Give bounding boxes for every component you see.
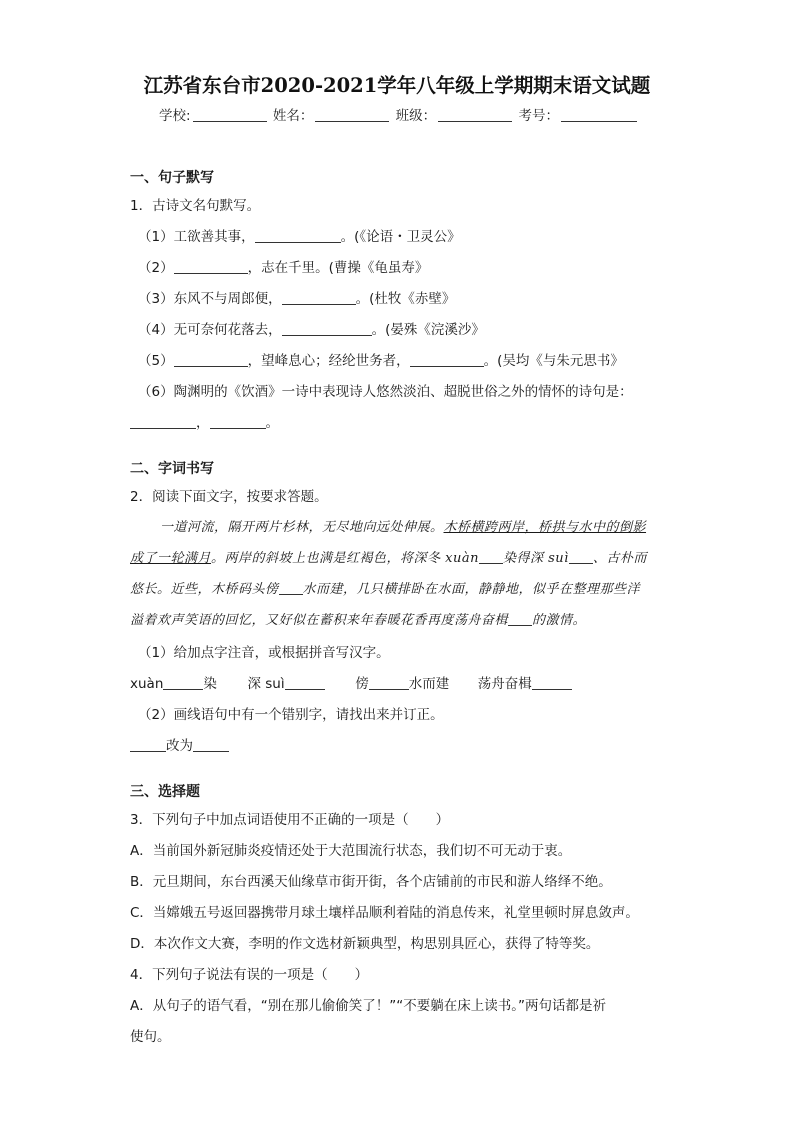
item-text: （5） <box>138 353 174 369</box>
question-3-option-b[interactable]: B．元旦期间，东台西溪天仙缘草市街开街，各个店铺前的市民和游人络绎不绝。 <box>130 874 612 890</box>
answer-blank[interactable] <box>210 416 266 429</box>
item-text: （2） <box>138 260 174 276</box>
answer-blank[interactable] <box>479 551 503 564</box>
answer-blank[interactable] <box>508 613 532 626</box>
answer-blank[interactable] <box>282 323 372 336</box>
question-1-item-5 <box>138 349 624 369</box>
question-2: 2．阅读下面文字，按要求答题。 <box>130 489 328 505</box>
item-text-mid: ，望峰息心；经纶世务者， <box>247 353 410 369</box>
underlined-sentence: 成了一轮满月 <box>130 551 212 566</box>
passage-text: 、古朴而 <box>592 551 647 566</box>
answer-blank[interactable] <box>279 582 303 595</box>
question-1-item-6: （6）陶渊明的《饮酒》一诗中表现诗人悠然淡泊、超脱世俗之外的情怀的诗句是： <box>138 384 633 400</box>
passage-line-3 <box>130 578 640 597</box>
char-label: 荡舟奋楫 <box>477 676 532 692</box>
answer-blank[interactable] <box>569 551 593 564</box>
question-2-sub-2-answer <box>130 734 229 754</box>
item-text: （4）无可奈何花落去， <box>138 322 282 338</box>
answer-blank[interactable] <box>193 739 229 752</box>
passage-text: 悠长。近些，木桥码头傍 <box>130 582 279 597</box>
passage-line-2 <box>130 547 647 566</box>
question-4-option-a-cont: 使句。 <box>130 1029 171 1045</box>
passage-text: 溢着欢声笑语的回忆，又好似在蓄积来年春暖花香再度荡舟奋楫 <box>130 613 509 628</box>
answer-blank[interactable] <box>410 354 484 367</box>
section-heading-1: 一、句子默写 <box>130 170 214 186</box>
answer-blank[interactable] <box>532 677 572 690</box>
class-label: 班级： <box>395 108 437 124</box>
answer-blank[interactable] <box>163 677 203 690</box>
comma: ， <box>196 415 210 431</box>
exam-no-field[interactable] <box>561 109 637 122</box>
class-field[interactable] <box>438 109 512 122</box>
passage-text: 。两岸的斜坡上也满是红褐色，将深冬 xuàn <box>211 551 479 566</box>
char-label: 水而建 <box>408 676 450 692</box>
pinyin-label: xuàn <box>130 676 164 692</box>
char-label: 傍 <box>355 676 369 692</box>
question-3: 3．下列句子中加点词语使用不正确的一项是（ ） <box>130 812 450 828</box>
question-1-item-4 <box>138 318 485 338</box>
item-source: ，志在千里。(曹操《龟虽寿》 <box>247 260 429 276</box>
answer-blank[interactable] <box>369 677 409 690</box>
answer-blank[interactable] <box>285 677 325 690</box>
item-source: 。(晏殊《浣溪沙》 <box>371 322 485 338</box>
fix-label: 改为 <box>166 738 193 754</box>
answer-blank[interactable] <box>282 292 356 305</box>
school-label: 学校: <box>159 108 191 124</box>
item-source: 。(杜牧《赤壁》 <box>355 291 456 307</box>
section-heading-3: 三、选择题 <box>130 784 200 800</box>
question-2-sub-1-answers <box>130 672 572 692</box>
passage-text: 染得深 suì <box>502 551 569 566</box>
answer-blank[interactable] <box>255 230 341 243</box>
answer-blank[interactable] <box>130 739 166 752</box>
name-label: 姓名： <box>272 108 314 124</box>
question-1-item-2 <box>138 256 428 276</box>
item-source: 。(《论语・卫灵公》 <box>340 229 461 245</box>
question-4: 4．下列句子说法有误的一项是（ ） <box>130 967 369 983</box>
passage-line-1 <box>160 516 646 535</box>
student-info-row <box>0 104 794 124</box>
question-3-option-d[interactable]: D．本次作文大赛，李明的作文选材新颖典型，构思别具匠心，获得了特等奖。 <box>130 936 600 952</box>
question-3-option-c[interactable]: C．当嫦娥五号返回器携带月球土壤样品顺利着陆的消息传来，礼堂里顿时屏息敛声。 <box>130 905 639 921</box>
passage-text: 水而建，几只横排卧在水面，静静地，似乎在整理那些洋 <box>302 582 641 597</box>
pinyin-label: 深 suì <box>247 676 285 692</box>
passage-text: 的激情。 <box>532 613 587 628</box>
char-label: 染 <box>203 676 217 692</box>
passage-line-4 <box>130 609 586 628</box>
question-3-option-a[interactable]: A．当前国外新冠肺炎疫情还处于大范围流行状态，我们切不可无动于衷。 <box>130 843 572 859</box>
name-field[interactable] <box>315 109 389 122</box>
question-4-option-a[interactable]: A．从句子的语气看，“别在那儿偷偷笑了！”“不要躺在床上读书。”两句话都是祈 <box>130 998 606 1014</box>
section-heading-2: 二、字词书写 <box>130 461 214 477</box>
passage-text: 一道河流，隔开两片杉林，无尽地向远处伸展。 <box>160 520 444 535</box>
question-2-sub-1: （1）给加点字注音，或根据拼音写汉字。 <box>138 645 390 661</box>
answer-blank[interactable] <box>130 416 196 429</box>
exam-no-label: 考号： <box>518 108 559 124</box>
question-1-item-6-answers <box>130 411 279 431</box>
answer-blank[interactable] <box>174 354 248 367</box>
period: 。 <box>265 415 279 431</box>
question-2-sub-2: （2）画线语句中有一个错别字，请找出来并订正。 <box>138 707 444 723</box>
item-source: 。(吴均《与朱元思书》 <box>483 353 624 369</box>
question-1-item-3 <box>138 287 455 307</box>
item-text: （3）东风不与周郎便， <box>138 291 282 307</box>
answer-blank[interactable] <box>174 261 248 274</box>
underlined-sentence: 木桥横跨两岸，桥拱与水中的倒影 <box>443 520 647 535</box>
question-1-item-1 <box>138 225 461 245</box>
exam-title: 江苏省东台市2020-2021学年八年级上学期期末语文试题 <box>143 74 651 97</box>
school-field[interactable] <box>193 109 267 122</box>
question-1: 1．古诗文名句默写。 <box>130 198 261 214</box>
item-text: （1）工欲善其事， <box>138 229 255 245</box>
